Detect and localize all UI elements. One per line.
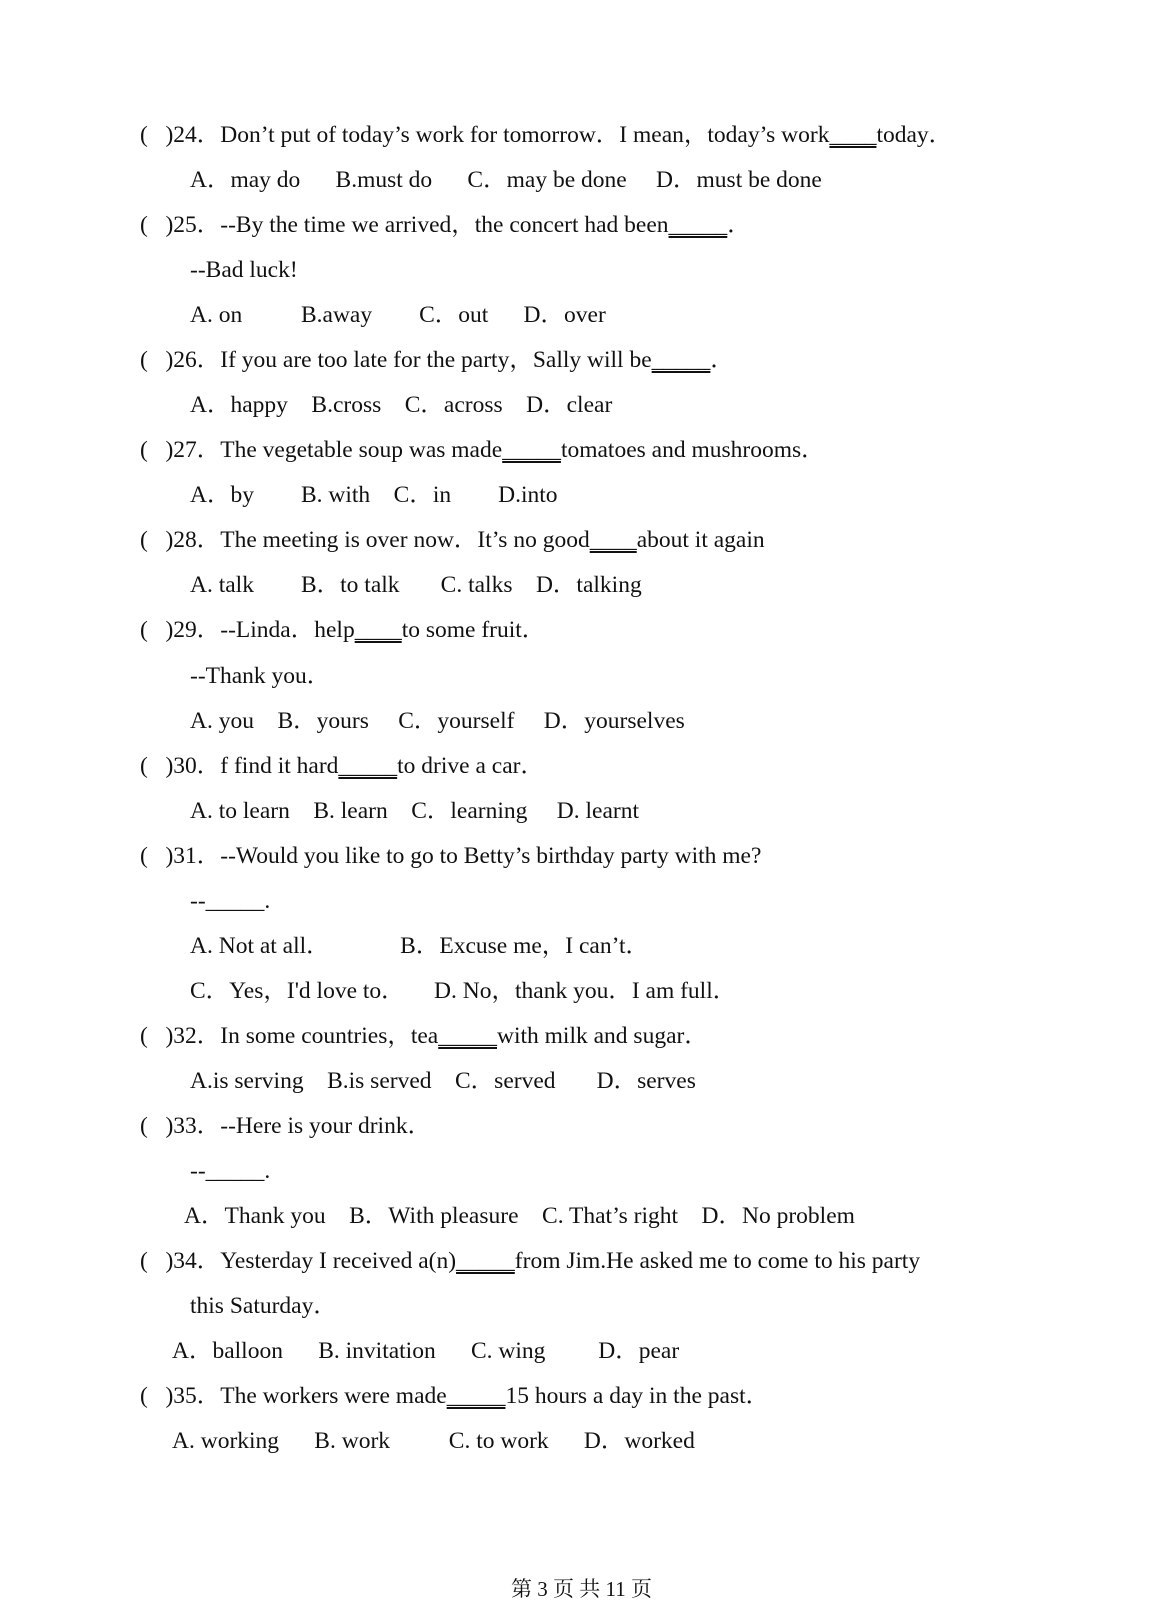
options-25: A. on B.away C．out D．over (190, 302, 606, 328)
question-28: ( )28．The meeting is over now．It’s no good____about it again (140, 527, 765, 553)
options-29: A. you B．yours C．yourself D．yourselves (190, 708, 685, 734)
question-29: ( )29．--Linda．help____to some fruit． (140, 617, 546, 643)
question-30: ( )30．f find it hard_____to drive a car． (140, 753, 544, 779)
question-33: ( )33．--Here is your drink． (140, 1113, 432, 1139)
question-32: ( )32．In some countries，tea_____with milk and sugar． (140, 1023, 708, 1049)
options-31b: C．Yes，I'd love to． D. No，thank you．I am full． (190, 978, 737, 1004)
page-footer: 第 3 页 共 11 页 (511, 1577, 652, 1601)
options-30: A. to learn B. learn C．learning D. learnt (190, 798, 639, 824)
question-34: ( )34．Yesterday I received a(n)_____from Jim.He asked me to come to his party (140, 1248, 921, 1274)
subline-31: --_____. (190, 888, 271, 914)
question-26: ( )26．If you are too late for the party，Sally will be_____． (140, 347, 734, 373)
question-35: ( )35．The workers were made_____15 hours a day in the past． (140, 1383, 770, 1409)
options-26: A．happy B.cross C．across D．clear (190, 392, 613, 418)
options-28: A. talk B．to talk C. talks D．talking (190, 572, 642, 598)
options-24: A．may do B.must do C．may be done D．must be done (190, 167, 822, 193)
subline-29: --Thank you． (190, 663, 331, 689)
subline-25: --Bad luck! (190, 257, 298, 283)
options-32: A.is serving B.is served C．served D．serves (190, 1068, 696, 1094)
question-25: ( )25．--By the time we arrived，the concert had been_____． (140, 212, 751, 238)
options-27: A．by B. with C．in D.into (190, 482, 558, 508)
subline-34: this Saturday． (190, 1293, 337, 1319)
options-35: A. working B. work C. to work D．worked (172, 1428, 695, 1454)
subline-33: --_____. (190, 1158, 271, 1184)
options-33: A．Thank you B．With pleasure C. That’s right D．No problem (184, 1203, 855, 1229)
options-34: A．balloon B. invitation C. wing D．pear (172, 1338, 680, 1364)
question-27: ( )27．The vegetable soup was made_____tomatoes and mushrooms． (140, 437, 825, 463)
options-31: A. Not at all． B．Excuse me，I can’t． (190, 933, 650, 959)
question-24: ( )24．Don’t put of today’s work for tomorrow．I mean，today’s work____today． (140, 122, 953, 148)
question-31: ( )31．--Would you like to go to Betty’s birthday party with me? (140, 843, 762, 869)
